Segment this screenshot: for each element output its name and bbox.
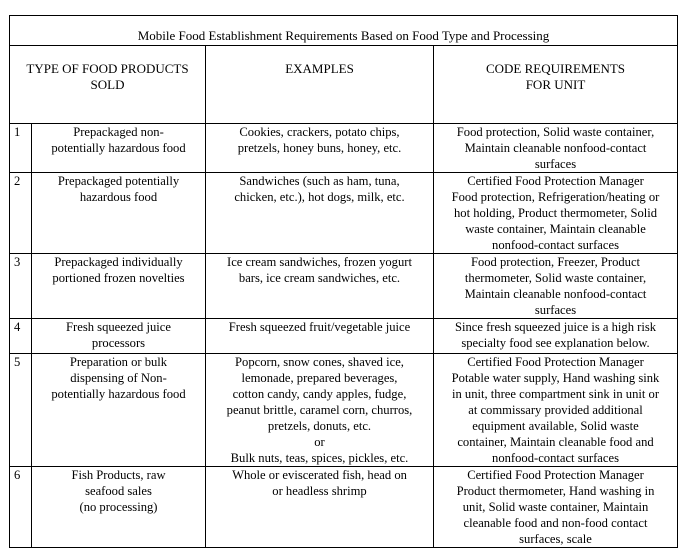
- examples-line: Cookies, crackers, potato chips,: [239, 125, 400, 139]
- table-title: Mobile Food Establishment Requirements Based on Food Type and Processing: [10, 16, 678, 46]
- table-header-row: [10, 46, 678, 124]
- requirements-cell: [434, 124, 678, 173]
- food-type-line: processors: [91, 336, 146, 350]
- header-examples: [206, 46, 434, 124]
- food-type-cell: [32, 254, 206, 319]
- examples-line: or headless shrimp: [272, 484, 367, 498]
- document-page: [9, 15, 677, 548]
- requirements-cell: [434, 354, 678, 467]
- requirements-line: Food protection, Freezer, Product: [470, 255, 641, 269]
- examples-line: Ice cream sandwiches, frozen yogurt: [227, 255, 412, 269]
- food-type-line: potentially hazardous food: [51, 387, 186, 401]
- examples-line: chicken, etc.), hot dogs, milk, etc.: [234, 190, 405, 204]
- food-type-cell: [32, 319, 206, 354]
- requirements-line: nonfood-contact surfaces: [492, 238, 619, 252]
- row-number: 1: [10, 124, 32, 173]
- table-row: [10, 254, 678, 319]
- requirements-line: Food protection, Solid waste container,: [456, 125, 655, 139]
- food-type-line: Prepackaged individually: [54, 255, 183, 269]
- table-row: [10, 319, 678, 354]
- food-type-line: Preparation or bulk: [69, 355, 168, 369]
- examples-cell: [206, 124, 434, 173]
- requirements-line: surfaces, scale: [519, 532, 592, 546]
- table-row: [10, 173, 678, 254]
- requirements-line: container, Maintain cleanable food and: [457, 435, 654, 449]
- row-number: 6: [10, 467, 32, 548]
- header-food-type-line: TYPE OF FOOD PRODUCTS: [26, 61, 189, 76]
- table-title-row: [10, 16, 678, 46]
- requirements-cell: [434, 467, 678, 548]
- food-type-line: Fish Products, raw: [71, 468, 166, 482]
- requirements-cell: [434, 319, 678, 354]
- examples-line: peanut brittle, caramel corn, churros,: [226, 403, 413, 417]
- header-code-requirements-line: CODE REQUIREMENTS: [485, 61, 626, 76]
- food-type-line: Prepackaged non-: [73, 125, 164, 139]
- requirements-line: Certified Food Protection Manager: [467, 355, 644, 369]
- requirements-line: cleanable food and non-food contact: [463, 516, 648, 530]
- requirements-line: Food protection, Refrigeration/heating or: [451, 190, 660, 204]
- examples-cell: [206, 467, 434, 548]
- examples-line: pretzels, donuts, etc.: [267, 419, 372, 433]
- requirements-line: Certified Food Protection Manager: [467, 468, 644, 482]
- requirements-line: at commissary provided additional: [468, 403, 643, 417]
- table-row: [10, 124, 678, 173]
- examples-line: Sandwiches (such as ham, tuna,: [239, 174, 400, 188]
- requirements-line: Product thermometer, Hand washing in: [456, 484, 655, 498]
- food-type-cell: [32, 124, 206, 173]
- examples-line: Fresh squeezed fruit/vegetable juice: [228, 320, 411, 334]
- examples-line: cotton candy, candy apples, fudge,: [232, 387, 407, 401]
- food-type-cell: [32, 354, 206, 467]
- examples-line: Whole or eviscerated fish, head on: [232, 468, 407, 482]
- examples-line: Popcorn, snow cones, shaved ice,: [235, 355, 404, 369]
- food-type-line: Fresh squeezed juice: [66, 320, 171, 334]
- row-number: 2: [10, 173, 32, 254]
- food-type-cell: [32, 467, 206, 548]
- header-code-requirements-line: FOR UNIT: [525, 77, 586, 92]
- requirements-line: surfaces: [534, 157, 577, 171]
- row-number: 3: [10, 254, 32, 319]
- requirements-line: in unit, three compartment sink in unit or: [451, 387, 660, 401]
- requirements-line: surfaces: [534, 303, 577, 317]
- header-code-requirements: [434, 46, 678, 124]
- header-food-type-line: SOLD: [90, 77, 125, 92]
- food-type-cell: [32, 173, 206, 254]
- requirements-line: specialty food see explanation below.: [461, 336, 650, 350]
- examples-line: Bulk nuts, teas, spices, pickles, etc.: [230, 451, 409, 465]
- food-type-line: dispensing of Non-: [70, 371, 167, 385]
- requirements-cell: [434, 254, 678, 319]
- requirements-line: Maintain cleanable nonfood-contact: [464, 287, 647, 301]
- examples-cell: [206, 354, 434, 467]
- examples-line: pretzels, honey buns, honey, etc.: [237, 141, 402, 155]
- examples-line: or: [314, 435, 325, 449]
- examples-cell: [206, 254, 434, 319]
- food-type-line: potentially hazardous food: [51, 141, 186, 155]
- examples-line: bars, ice cream sandwiches, etc.: [238, 271, 401, 285]
- requirements-line: thermometer, Solid waste container,: [464, 271, 647, 285]
- examples-cell: [206, 173, 434, 254]
- requirements-table: [9, 15, 678, 548]
- food-type-line: hazardous food: [79, 190, 158, 204]
- table-row: [10, 467, 678, 548]
- food-type-line: (no processing): [79, 500, 158, 514]
- header-examples-line: EXAMPLES: [285, 61, 354, 76]
- row-number: 5: [10, 354, 32, 467]
- food-type-line: Prepackaged potentially: [57, 174, 180, 188]
- examples-cell: [206, 319, 434, 354]
- food-type-line: portioned frozen novelties: [52, 271, 185, 285]
- table-row: [10, 354, 678, 467]
- header-food-type: [10, 46, 206, 124]
- requirements-line: waste container, Maintain cleanable: [465, 222, 646, 236]
- requirements-line: unit, Solid waste container, Maintain: [462, 500, 649, 514]
- requirements-line: Maintain cleanable nonfood-contact: [464, 141, 647, 155]
- requirements-line: Since fresh squeezed juice is a high risk: [454, 320, 657, 334]
- requirements-line: equipment available, Solid waste: [472, 419, 639, 433]
- food-type-line: seafood sales: [85, 484, 152, 498]
- examples-line: lemonade, prepared beverages,: [241, 371, 398, 385]
- requirements-line: Certified Food Protection Manager: [467, 174, 644, 188]
- requirements-line: nonfood-contact surfaces: [492, 451, 619, 465]
- requirements-cell: [434, 173, 678, 254]
- requirements-line: hot holding, Product thermometer, Solid: [453, 206, 658, 220]
- row-number: 4: [10, 319, 32, 354]
- requirements-line: Potable water supply, Hand washing sink: [451, 371, 660, 385]
